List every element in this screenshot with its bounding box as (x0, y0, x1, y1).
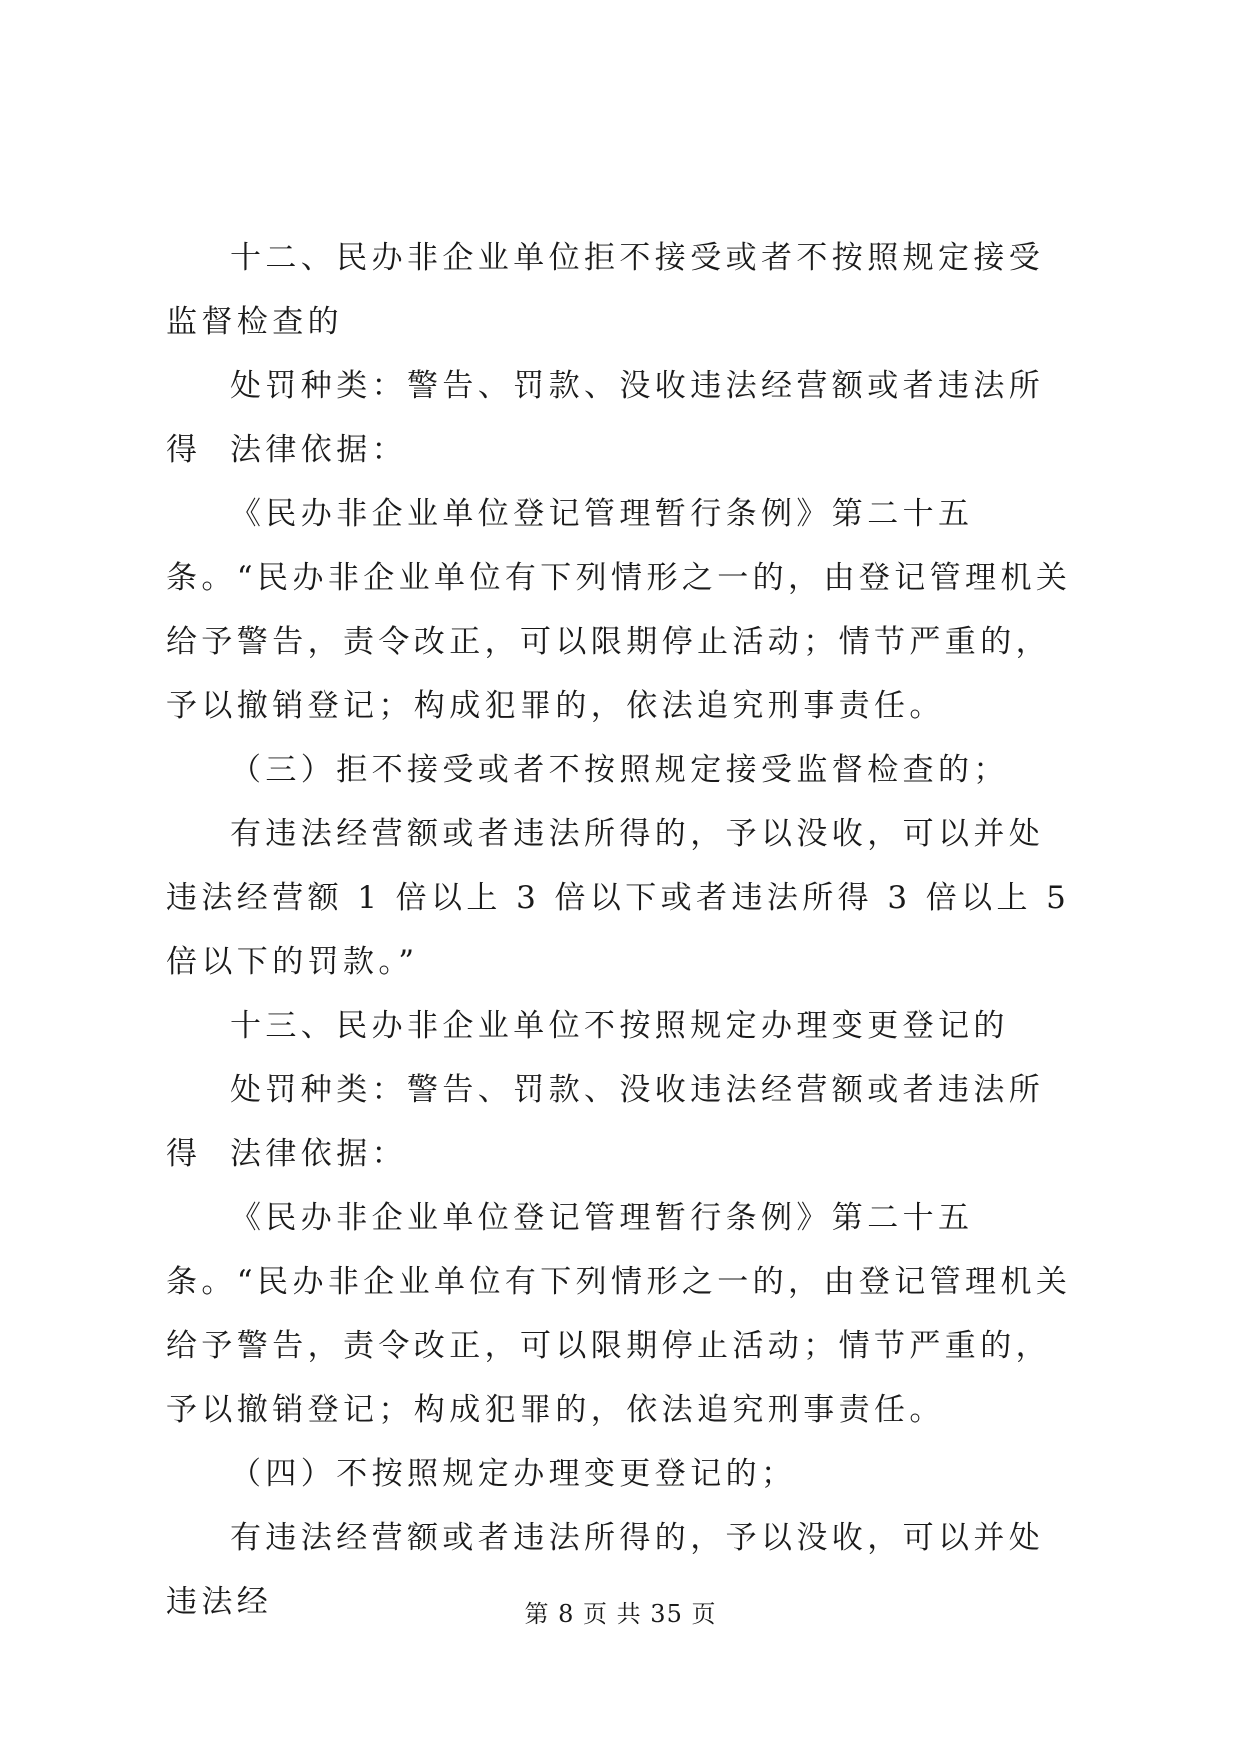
confiscation-paragraph: 有违法经营额或者违法所得的，予以没收，可以并处违法经 (166, 1520, 1045, 1620)
regulation-quote-paragraph: 《民办非企业单位登记管理暂行条例》第二十五条。“民办非企业单位有下列情形之一的，由登记管理机关给予警告，责令改正，可以限期停止活动；情节严重的，予以撤销登记；构成犯罪的，依法追究刑事责任。 (166, 1200, 1072, 1428)
penalty-type-paragraph: 处罚种类：警告、罚款、没收违法经营额或者违法所得 (166, 1072, 1045, 1172)
legal-basis-label: 法律依据： (230, 432, 407, 468)
legal-basis-label: 法律依据： (230, 1136, 407, 1172)
regulation-quote-paragraph: 《民办非企业单位登记管理暂行条例》第二十五条。“民办非企业单位有下列情形之一的，由登记管理机关给予警告，责令改正，可以限期停止活动；情节严重的，予以撤销登记；构成犯罪的，依法追究刑事责任。 (166, 496, 1072, 724)
section-heading-13: 十三、民办非企业单位不按照规定办理变更登记的 (230, 1008, 1009, 1044)
penalty-type-paragraph: 处罚种类：警告、罚款、没收违法经营额或者违法所得 (166, 368, 1045, 468)
clause-item-3: （三）拒不接受或者不按照规定接受监督检查的； (230, 752, 1009, 788)
section-heading-12: 十二、民办非企业单位拒不接受或者不按照规定接受监督检查的 (166, 240, 1045, 340)
clause-item-4: （四）不按照规定办理变更登记的； (230, 1456, 797, 1492)
confiscation-paragraph: 有违法经营额或者违法所得的，予以没收，可以并处违法经营额 1 倍以上 3 倍以下或者违法所得 3 倍以上 5 倍以下的罚款。” (166, 816, 1071, 980)
page-number-footer: 第 8 页 共 35 页 (524, 1600, 717, 1628)
